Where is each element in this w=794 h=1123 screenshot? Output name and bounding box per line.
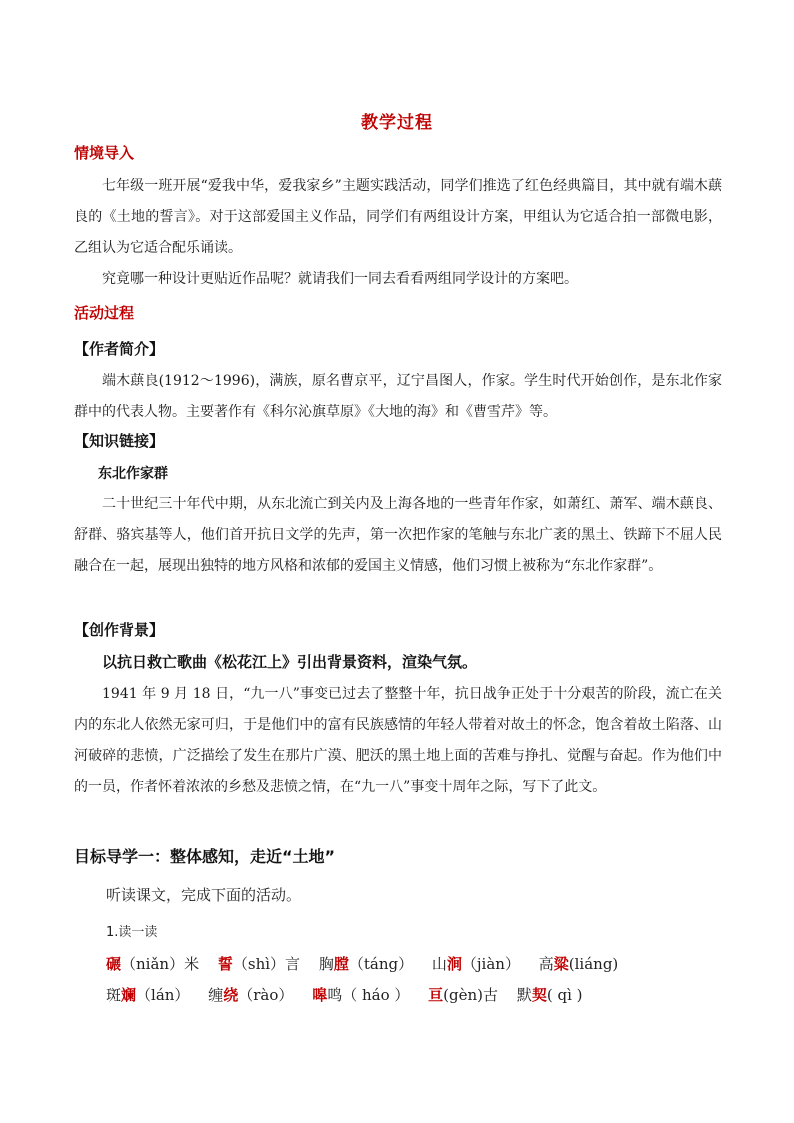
pinyin-word: 亘(gèn)古 [428, 986, 499, 1004]
knowledge-link-subheading: 东北作家群 [98, 466, 168, 482]
pinyin-row-2 [106, 984, 596, 1005]
pinyin-word: 碾（niǎn）米 [106, 955, 200, 973]
knowledge-link-heading: 【知识链接】 [74, 432, 165, 450]
pinyin-word: 缠绕（rào） [208, 986, 294, 1004]
page-title: 教学过程 [361, 113, 433, 133]
pinyin-word: 誓（shì）言 [217, 955, 301, 973]
pinyin-word: 默契( qì ) [516, 986, 583, 1004]
author-heading: 【作者简介】 [74, 340, 165, 358]
pinyin-word: 胸膛（táng） [318, 955, 414, 973]
author-paragraph: 端木蕻良(1912～1996)，满族，原名曹京平，辽宁昌图人，作家。学生时代开始创作，是东北作家群中的代表人物。主要著作有《科尔沁旗草原》《大地的海》和《曹雪芹》等。 [74, 373, 722, 420]
goal-heading: 目标导学一：整体感知，走近“土地” [74, 847, 336, 866]
intro-paragraph-2: 究竟哪一种设计更贴近作品呢？就请我们一同去看看两组同学设计的方案吧。 [102, 271, 578, 287]
pinyin-word: 山涧（jiàn） [431, 955, 520, 973]
section-heading-intro: 情境导入 [74, 144, 135, 162]
pinyin-word: 嗥鸣（ háo ） [312, 986, 410, 1004]
goal-instruction: 听读课文，完成下面的活动。 [106, 886, 302, 904]
item-number: 1.读一读 [106, 925, 158, 940]
section-heading-process: 活动过程 [74, 304, 135, 322]
background-bold-line: 以抗日救亡歌曲《松花江上》引出背景资料，渲染气氛。 [102, 653, 478, 671]
knowledge-link-paragraph: 二十世纪三十年代中期，从东北流亡到关内及上海各地的一些青年作家，如萧红、萧军、端木蕻良、舒群、骆宾基等人，他们首开抗日文学的先声，第一次把作家的笔触与东北广袤的黑土、铁蹄下不屈人民融合在一起，展现出独特的地方风格和浓郁的爱国主义情感，他们习惯上被称为“东北作家群”。 [74, 496, 722, 574]
pinyin-row-1 [106, 953, 632, 974]
background-paragraph: 1941 年 9 月 18 日，“九一八”事变已过去了整整十年，抗日战争正处于十分艰苦的阶段，流亡在关内的东北人依然无家可归，于是他们中的富有民族感情的年轻人带着对故土的怀念，饱含着故土陷落、山河破碎的悲愤，广泛描绘了发生在那片广漠、肥沃的黑土地上面的苦难与挣扎、觉醒与奋起。作为他们中的一员，作者怀着浓浓的乡愁及悲愤之情，在“九一八”事变十周年之际，写下了此文。 [74, 686, 722, 795]
pinyin-word: 高粱(liáng) [538, 955, 619, 973]
pinyin-word: 斑斓（lán） [106, 986, 190, 1004]
background-heading: 【创作背景】 [74, 621, 165, 639]
intro-paragraph-1: 七年级一班开展“爱我中华，爱我家乡”主题实践活动，同学们推选了红色经典篇目，其中就有端木蕻良的《土地的誓言》。对于这部爱国主义作品，同学们有两组设计方案，甲组认为它适合拍一部微电影，乙组认为它适合配乐诵读。 [74, 178, 722, 256]
